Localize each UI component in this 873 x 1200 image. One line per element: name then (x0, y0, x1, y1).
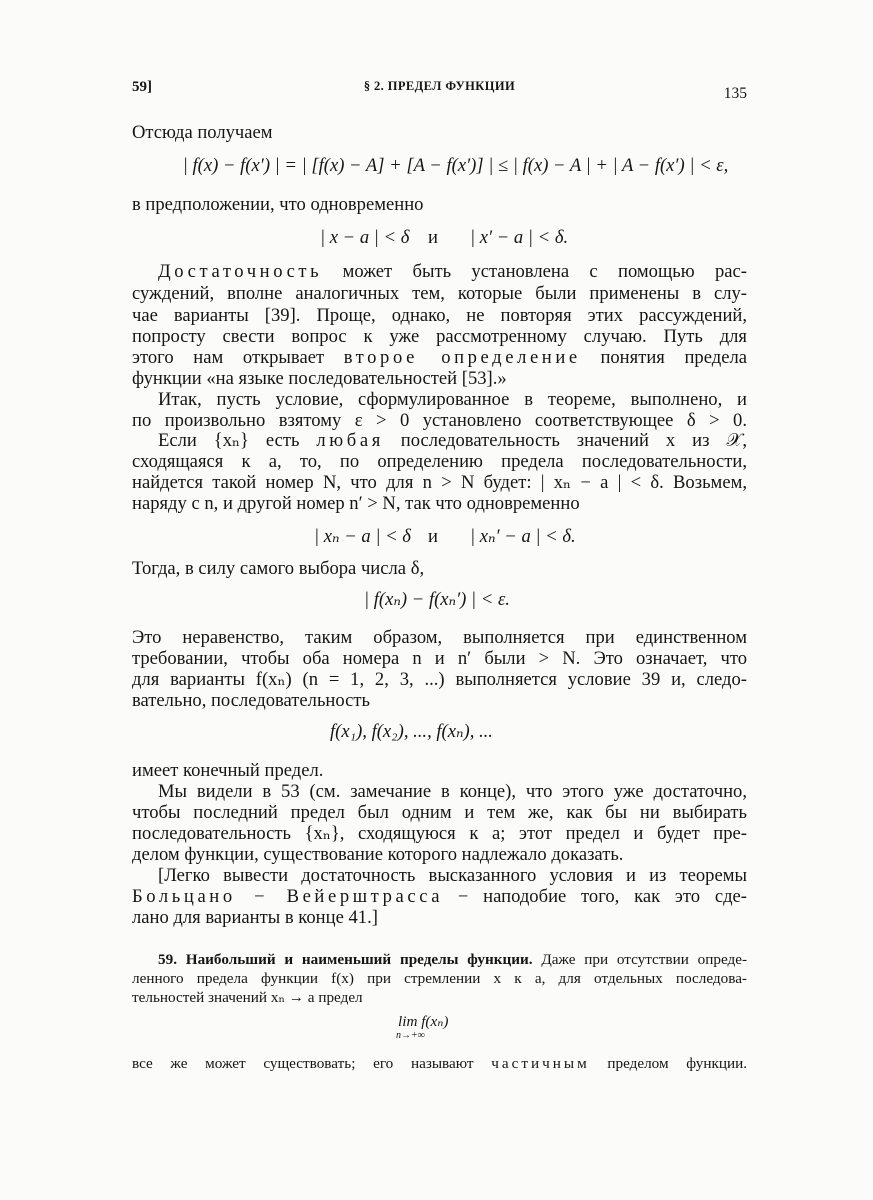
section-heading-line (132, 950, 747, 970)
formula-3-right: | xₙ′ − a | < δ. (470, 526, 576, 547)
section-heading: 59. Наибольший и наименьший пределы функции. (158, 951, 533, 968)
text-line: [Легко вывести достаточность высказанного условия и из теоремы (158, 865, 747, 886)
formula-2-left: | x − a | < δ (320, 227, 410, 248)
text-run: этого нам открывает (132, 347, 325, 368)
text-line: чае варианты [39]. Проще, однако, не повторяя этих рассуждений, (132, 305, 747, 326)
text-line: лано для варианты в конце 41.] (132, 907, 378, 928)
text-line: наряду с n, и другой номер n′ > N, так что одновременно (132, 493, 580, 514)
limit-subscript: n→+∞ (396, 1030, 425, 1041)
text-run: все же может существовать; его называют (132, 1055, 474, 1072)
text-line: требовании, чтобы оба номера n и n′ были > N. Это означает, что (132, 648, 747, 669)
text-line (132, 886, 747, 908)
text-line: по произвольно взятому ε > 0 установлено соответствующее δ > 0. (132, 410, 747, 431)
page-number: 135 (723, 85, 747, 102)
text-line: делом функции, существование которого надлежало доказать. (132, 844, 624, 865)
text-run: Если {xₙ} есть (158, 430, 300, 451)
text-line: Отсюда получаем (132, 122, 273, 143)
text-line (132, 261, 747, 283)
text-line (132, 1054, 747, 1074)
spaced-term: любая (316, 430, 384, 451)
text-line: попросту свести вопрос к уже рассмотренному случаю. Путь для (132, 326, 747, 347)
text-line: Итак, пусть условие, сформулированное в теореме, выполнено, и (158, 389, 747, 410)
text-line: последовательность {xₙ}, сходящуюся к a; этот предел и будет пре- (132, 823, 747, 844)
spaced-term: частичным (491, 1055, 590, 1072)
text-line (132, 347, 747, 369)
running-title: § 2. ПРЕДЕЛ ФУНКЦИИ (363, 79, 516, 93)
text-line: функции «на языке последовательностей [53].» (132, 368, 507, 389)
formula-3-conj: и (428, 526, 438, 547)
spaced-term: Достаточность (158, 261, 323, 282)
text-run: понятия предела (600, 347, 747, 368)
formula-2-right: | x′ − a | < δ. (470, 227, 569, 248)
formula-3-left: | xₙ − a | < δ (314, 526, 411, 547)
text-line: для варианты f(xₙ) (n = 1, 2, 3, ...) выполняется условие 39 и, следо- (132, 669, 747, 690)
spaced-term: второе определение (343, 347, 581, 368)
page-header (132, 77, 747, 101)
text-line: Это неравенство, таким образом, выполняется при единственном (132, 627, 747, 648)
text-line: суждений, вполне аналогичных тем, которые были применены в слу- (132, 283, 747, 304)
spaced-term: Больцано − Вейерштрасса (132, 886, 444, 907)
text-line: Тогда, в силу самого выбора числа δ, (132, 558, 425, 579)
formula-1: | f(x) − f(x′) | = | [f(x) − A] + [A − f(x′)] | ≤ | f(x) − A | + | A − f(x′) | < ε, (182, 155, 729, 176)
text-line: ленного предела функции f(x) при стремлении x к a, для отдельных последова- (132, 970, 747, 987)
text-run: последовательность значений x из 𝒳, (400, 430, 748, 451)
text-line: имеет конечный предел. (132, 760, 324, 781)
section-number: 59] (132, 79, 152, 95)
formula-4: | f(xₙ) − f(xₙ′) | < ε. (364, 589, 510, 610)
text-run: может быть установлена с помощью рас- (342, 261, 747, 282)
text-line: найдется такой номер N, что для n > N будет: | xₙ − a | < δ. Возьмем, (132, 472, 747, 493)
text-run: пределом функции. (607, 1055, 748, 1072)
text-line: сходящаяся к a, то, по определению предела последовательности, (132, 451, 747, 472)
formula-2-conj: и (428, 227, 438, 248)
text-line: тельностей значений xₙ → a предел (132, 989, 363, 1006)
text-line: Мы видели в 53 (см. замечание в конце), что этого уже достаточно, (158, 781, 747, 802)
text-line: в предположении, что одновременно (132, 194, 424, 215)
text-line (132, 430, 747, 452)
text-line: чтобы последний предел был одним и тем же, как бы ни выбирать (132, 802, 747, 823)
text-line: вательно, последовательность (132, 690, 371, 711)
text-run: Даже при отсутствии опреде- (541, 951, 748, 968)
formula-5: f(x₁), f(x₂), ..., f(xₙ), ... (330, 721, 493, 742)
text-run: − наподобие того, как это сде- (457, 886, 747, 907)
limit-expression: lim f(xₙ) (398, 1013, 449, 1030)
